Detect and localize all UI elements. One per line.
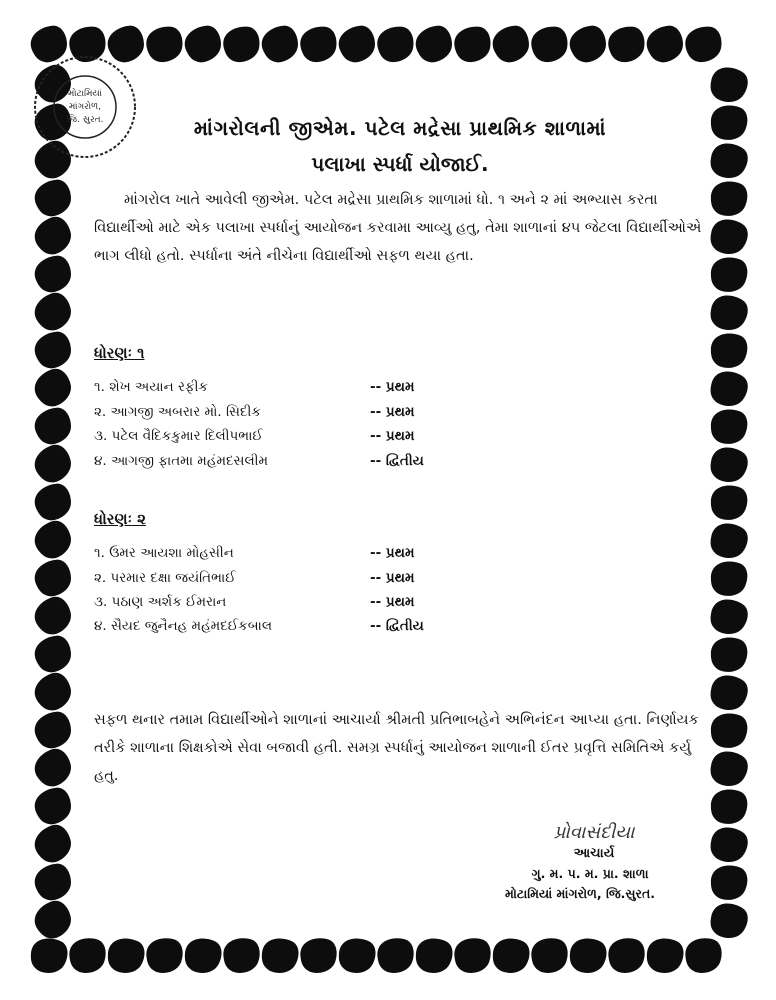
list-item: [94, 453, 494, 475]
student-name: ૩. પઠાણ અર્શક ઈમરાન: [94, 594, 227, 610]
student-name: ૪. આગજી ફાતમા મહંમદસલીમ: [94, 453, 269, 469]
signature-place: મોટામિયાં માંગરોળ, જિ.સુરત.: [504, 886, 656, 901]
list-item: [94, 618, 494, 640]
student-rank: -- પ્રથમ: [370, 570, 415, 586]
student-name: ૧. શેખ અયાન રફીક: [94, 379, 208, 395]
seal-line-1: મોટામિયાં: [67, 89, 102, 99]
student-name: ૧. ઉમર આયશા મોહસીન: [94, 545, 234, 561]
list-item: [94, 428, 494, 450]
signature-school: ગુ. મ. પ. મ. પ્રા. શાળા: [531, 866, 649, 881]
student-name: ૪. સૈયદ જુનૈનહ મહંમદઈકબાલ: [94, 618, 273, 634]
page-title: માંગરોલની જીએમ. પટેલ મદ્રેસા પ્રાથમિક શાળામાં: [193, 116, 607, 140]
seal-line-3: જિ. સુરત.: [66, 115, 104, 125]
closing-paragraph: સફળ થનાર તમામ વિદ્યાર્થીઓને શાળાનાં આચાર્યા શ્રીમતી પ્રતિભાબહેને અભિનંદન આપ્યા હતા. નિર્ણાયક તરીકે શાળાના શિક્ષકોએ સેવા બજાવી હતી. સમગ્ર સ્પર્ધાનું આયોજન શાળાની ઈતર પ્રવૃત્તિ સમિતિએ કર્યુ હતુ.: [94, 712, 699, 784]
seal-line-2: માંગરોળ,: [69, 102, 101, 112]
intro-paragraph: માંગરોલ ખાતે આવેલી જીએમ. પટેલ મદ્રેસા પ્રાથમિક શાળામાં ધો. ૧ અને ૨ માં અભ્યાસ કરતા વિદ્યાર્થીઓ માટે એક પલાખા સ્પર્ધાનું આયોજન કરવામા આવ્યુ હતુ, તેમા શાળાનાં ૪૫ જેટલા વિદ્યાર્થીઓએ ભાગ લીધો હતો. સ્પર્ધાના અંતે નીચેના વિદ્યાર્થીઓ સફળ થયા હતા.: [94, 192, 702, 264]
signature-role: આચાર્ય: [573, 846, 615, 861]
page-subtitle: પલાખા સ્પર્ધા યોજાઈ.: [311, 152, 489, 176]
list-item: [94, 545, 494, 567]
list-item: [94, 594, 494, 616]
signature-scrawl: પ્રોવાસંદીયા: [553, 822, 635, 843]
student-rank: -- દ્વિતીય: [370, 618, 424, 634]
list-item: [94, 379, 494, 401]
student-rank: -- પ્રથમ: [370, 428, 415, 444]
student-rank: -- પ્રથમ: [370, 404, 415, 420]
standard-2-heading: ધોરણઃ ૨: [94, 510, 146, 528]
student-rank: -- પ્રથમ: [370, 379, 415, 395]
student-rank: -- દ્વિતીય: [370, 453, 424, 469]
student-name: ૨. પરમાર દક્ષા જયંતિભાઈ: [94, 570, 236, 586]
student-rank: -- પ્રથમ: [370, 594, 415, 610]
standard-1-heading: ધોરણઃ ૧: [94, 344, 145, 362]
student-name: ૨. આગજી અબરાર મો. સિદીક: [94, 404, 261, 420]
list-item: [94, 404, 494, 426]
school-seal: [30, 52, 140, 162]
student-name: ૩. પટેલ વૈદિકકુમાર દિલીપભાઈ: [94, 428, 263, 444]
student-rank: -- પ્રથમ: [370, 545, 415, 561]
list-item: [94, 570, 494, 592]
